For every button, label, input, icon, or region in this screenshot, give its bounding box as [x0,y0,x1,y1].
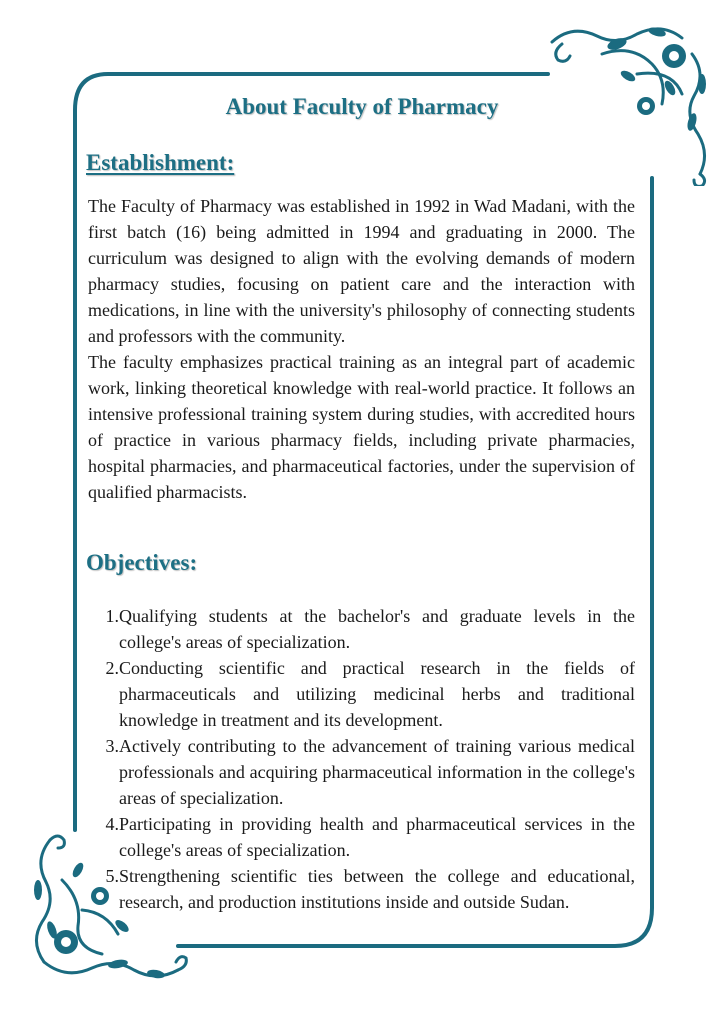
list-item [88,655,635,733]
establishment-paragraph: The Faculty of Pharmacy was established in 1992 in Wad Madani, with the first batch (16) being admitted in 1994 and graduating in 2000. The curriculum was designed to align with the evolving demands of modern pharmacy studies, focusing on patient care and the interaction with medications, in line with the university's philosophy of connecting students and professors with the community. [88,196,635,346]
list-item-number: 1. [105,606,119,626]
list-item [88,811,635,863]
list-item [88,863,635,915]
page-title: About Faculty of Pharmacy [225,94,499,119]
list-item-text: Participating in providing health and pharmaceutical services in the college's areas of specialization. [119,814,635,860]
list-item-number: 3. [105,736,119,756]
list-item-number: 5. [105,866,119,886]
list-item-number: 4. [105,814,119,834]
list-item-text: Conducting scientific and practical research in the fields of pharmaceuticals and utilizing medicinal herbs and traditional knowledge in treatment and its development. [119,658,635,730]
objectives-heading: Objectives: [86,550,198,575]
establishment-heading: Establishment: [86,150,235,175]
list-item-number: 2. [105,658,119,678]
list-item [88,733,635,811]
list-item-text: Actively contributing to the advancement of training various medical professionals and acquiring pharmaceutical information in the college's areas of specialization. [119,736,635,808]
objectives-list [88,603,635,915]
list-item-text: Strengthening scientific ties between the college and educational, research, and production institutions inside and outside Sudan. [119,866,635,912]
list-item [88,603,635,655]
establishment-paragraph: The faculty emphasizes practical training as an integral part of academic work, linking theoretical knowledge with real-world practice. It follows an intensive professional training system during studies, with accredited hours of practice in various pharmacy fields, including private pharmacies, hospital pharmacies, and pharmaceutical factories, under the supervision of qualified pharmacists. [88,352,635,502]
establishment-body [88,193,635,505]
list-item-text: Qualifying students at the bachelor's and graduate levels in the college's areas of specialization. [119,606,635,652]
